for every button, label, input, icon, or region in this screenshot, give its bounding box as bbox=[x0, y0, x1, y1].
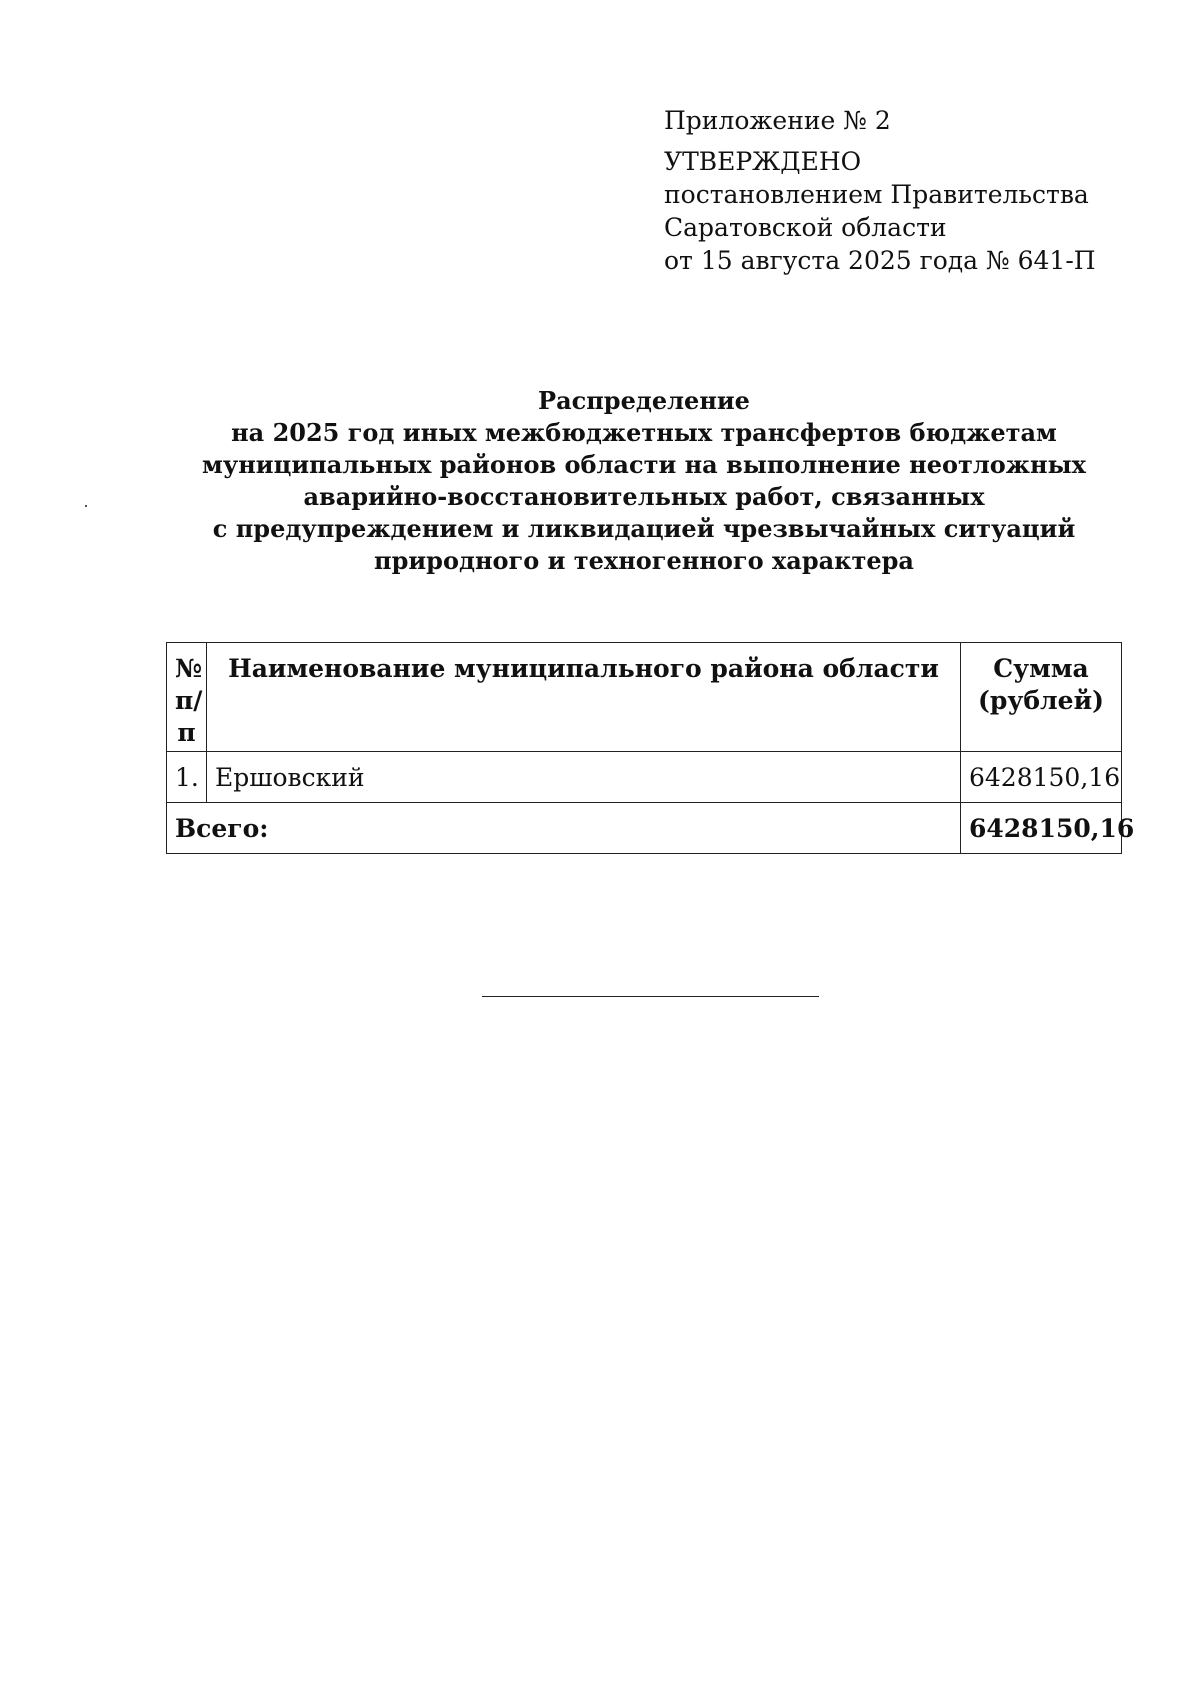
row-number: 1. bbox=[167, 752, 207, 803]
total-sum: 6428150,16 bbox=[961, 803, 1122, 854]
title-line-4: аварийно-восстановительных работ, связанных bbox=[303, 482, 985, 511]
header-number-line-2: п/п bbox=[175, 686, 203, 747]
table-row bbox=[167, 752, 1122, 803]
scan-speck bbox=[85, 505, 87, 507]
document-title bbox=[166, 385, 1122, 577]
header-number bbox=[167, 643, 207, 752]
approval-block bbox=[664, 104, 1096, 277]
approval-line-1: постановлением Правительства bbox=[664, 180, 1089, 209]
row-district-name: Ершовский bbox=[207, 752, 961, 803]
header-sum bbox=[961, 643, 1122, 752]
title-line-1: Распределение bbox=[538, 386, 750, 415]
title-line-5: с предупреждением и ликвидацией чрезвычайных ситуаций bbox=[212, 514, 1076, 543]
header-number-line-1: № bbox=[175, 654, 203, 683]
approval-line-3: от 15 августа 2025 года № 641-П bbox=[664, 246, 1096, 275]
title-line-6: природного и техногенного характера bbox=[374, 546, 914, 575]
header-district-name: Наименование муниципального района области bbox=[207, 643, 961, 752]
distribution-table bbox=[166, 642, 1135, 854]
closing-rule bbox=[482, 996, 819, 997]
title-line-2: на 2025 год иных межбюджетных трансфертов бюджетам bbox=[231, 418, 1057, 447]
header-sum-line-2: (рублей) bbox=[978, 686, 1104, 715]
approval-line-2: Саратовской области bbox=[664, 213, 947, 242]
row-sum: 6428150,16 bbox=[961, 752, 1122, 803]
appendix-label: Приложение № 2 bbox=[664, 106, 891, 135]
title-line-3: муниципальных районов области на выполнение неотложных bbox=[202, 450, 1086, 479]
header-sum-line-1: Сумма bbox=[993, 654, 1089, 683]
table-header-row bbox=[167, 643, 1122, 752]
total-label: Всего: bbox=[167, 803, 961, 854]
total-row bbox=[167, 803, 1122, 854]
approved-label: УТВЕРЖДЕНО bbox=[664, 147, 862, 176]
